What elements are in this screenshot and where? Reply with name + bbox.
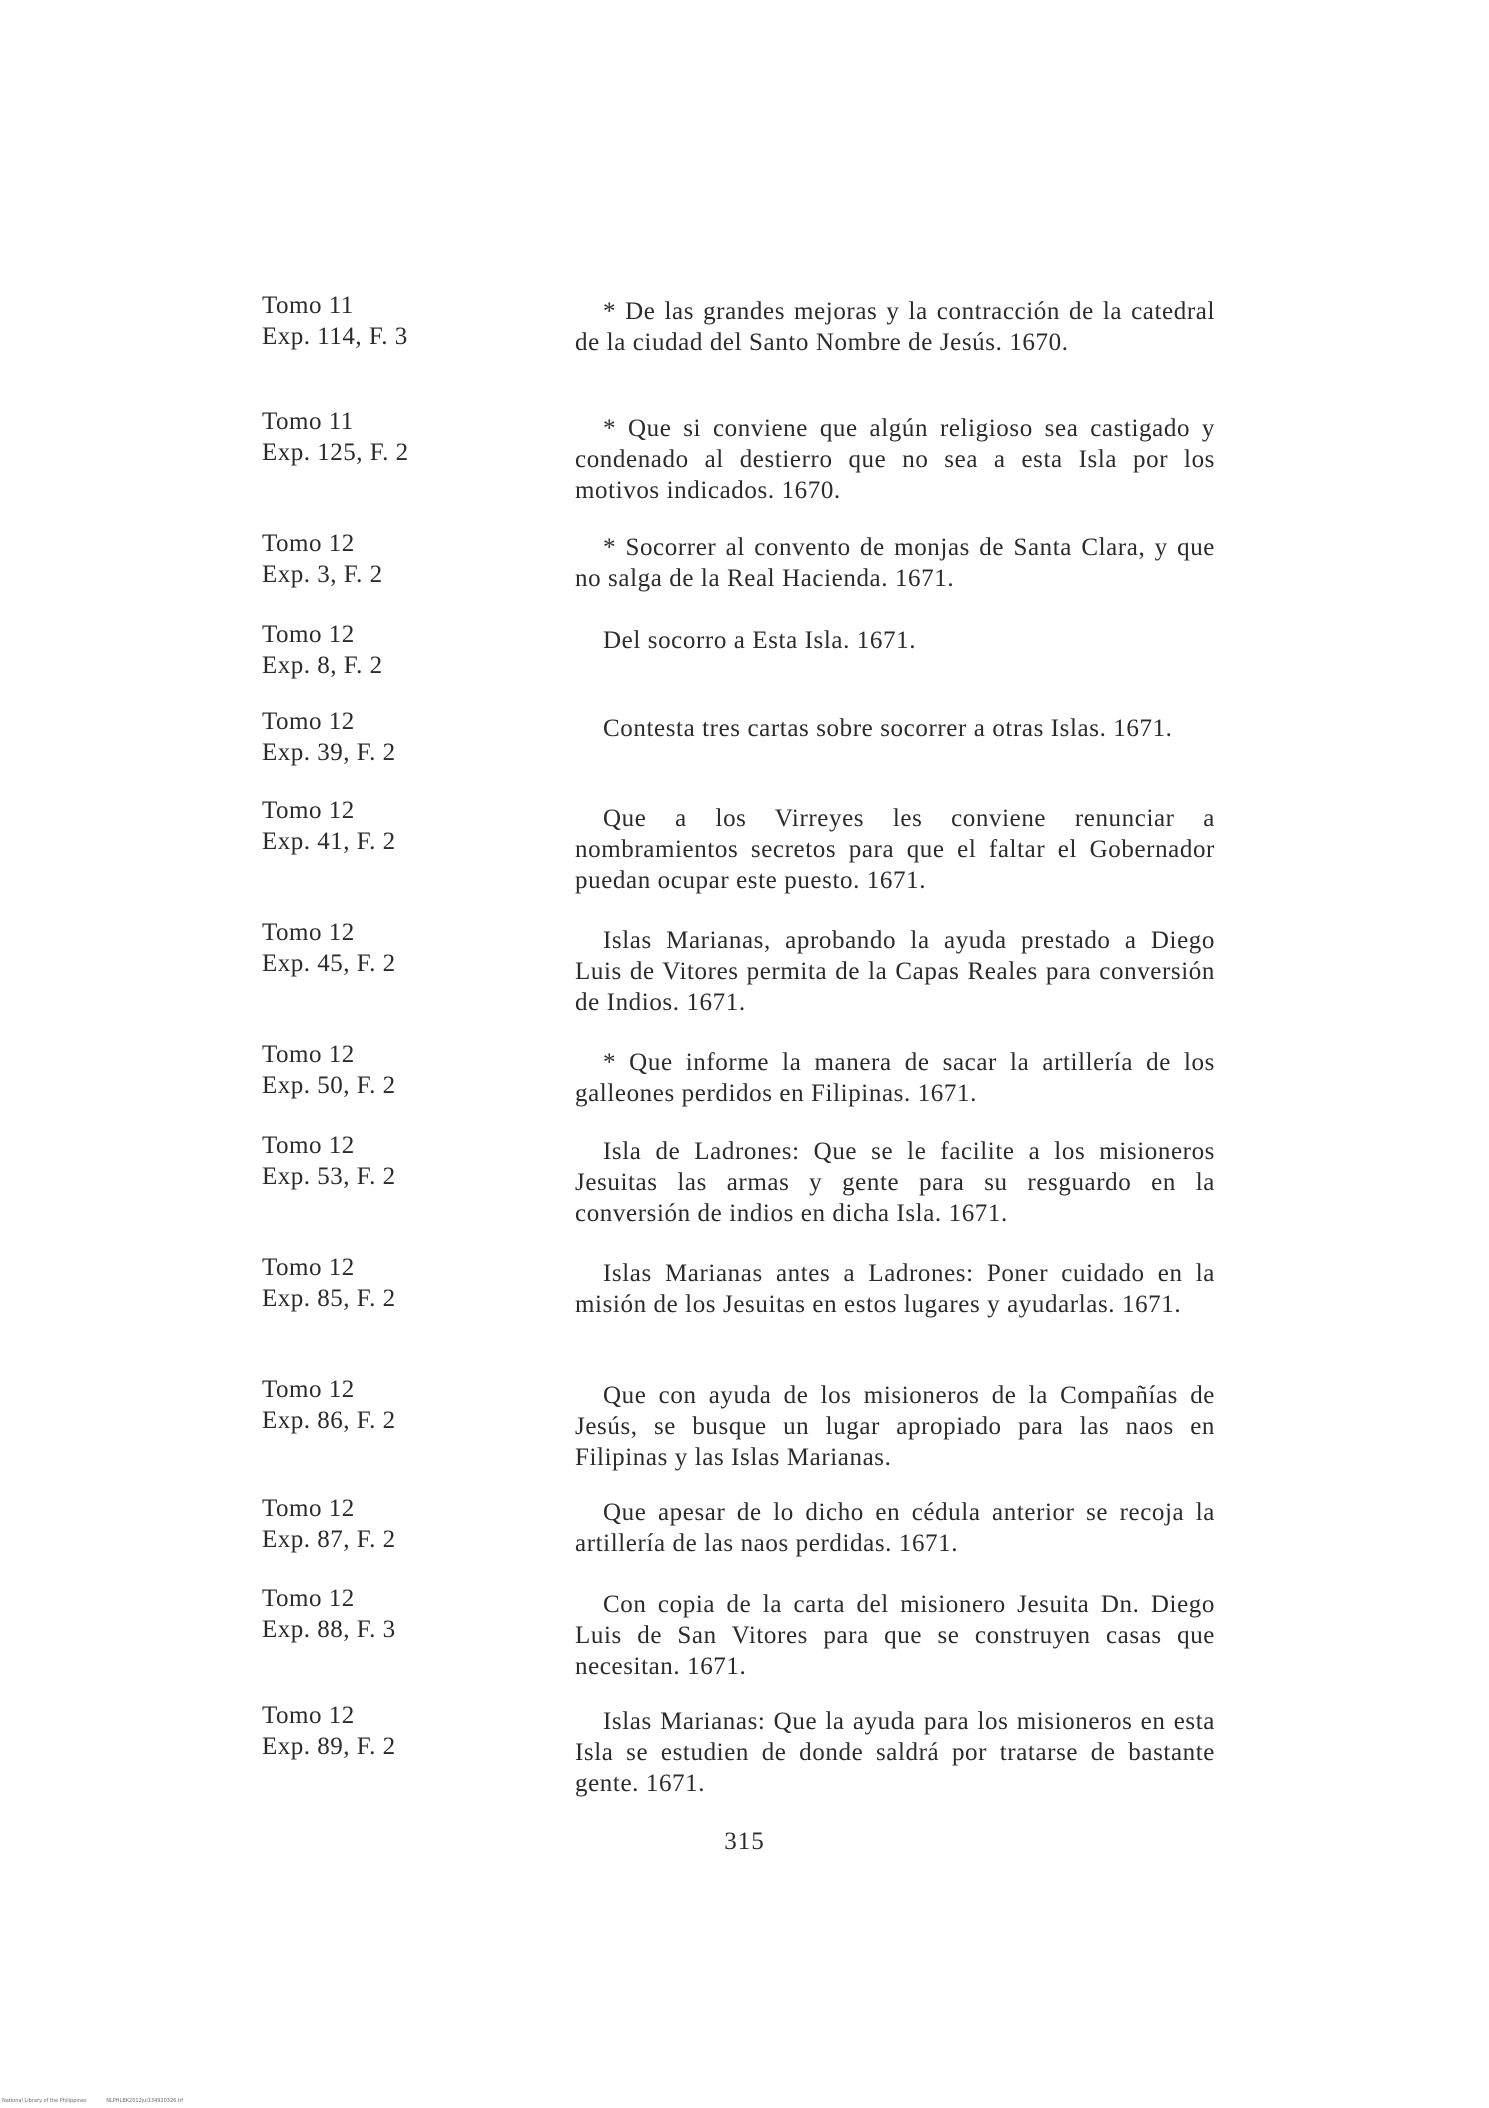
- entry-text: Isla de Ladrones: Que se le facilite a los misioneros Jesuitas las armas y gente para su resguardo en la conversión de indios en dicha Isla. 1671.: [575, 1138, 1215, 1227]
- tomo-label: Tomo 12: [262, 1585, 355, 1612]
- exp-label: Exp. 41, F. 2: [262, 828, 396, 855]
- entry-reference: [262, 406, 512, 468]
- exp-label: Exp. 87, F. 2: [262, 1526, 396, 1553]
- exp-label: Exp. 53, F. 2: [262, 1163, 396, 1190]
- entry-description: [575, 1047, 1215, 1109]
- tomo-label: Tomo 12: [262, 1254, 355, 1281]
- entry-text: * Que si conviene que algún religioso sea castigado y condenado al destierro que no sea a esta Isla por los motivos indicados. 1670.: [575, 415, 1215, 504]
- entry-reference: [262, 1130, 512, 1192]
- entry-description: [575, 1258, 1215, 1320]
- entry-reference: [262, 290, 512, 352]
- entry-reference: [262, 1252, 512, 1314]
- tomo-label: Tomo 11: [262, 292, 354, 319]
- entry-description: [575, 803, 1215, 896]
- entry-description: [575, 1706, 1215, 1799]
- exp-label: Exp. 125, F. 2: [262, 439, 409, 466]
- entry-text: Que con ayuda de los misioneros de la Compañías de Jesús, se busque un lugar apropiado para las naos en Filipinas y las Islas Marianas.: [575, 1382, 1215, 1471]
- entry-description: [575, 1497, 1215, 1559]
- tomo-label: Tomo 12: [262, 797, 355, 824]
- exp-label: Exp. 114, F. 3: [262, 323, 408, 350]
- entry-text: Islas Marianas, aprobando la ayuda prestado a Diego Luis de Vitores permita de la Capas Reales para conversión de Indios. 1671.: [575, 927, 1215, 1016]
- exp-label: Exp. 45, F. 2: [262, 950, 396, 977]
- tomo-label: Tomo 12: [262, 1041, 355, 1068]
- entry-description: [575, 625, 1215, 656]
- entry-description: [575, 296, 1215, 358]
- exp-label: Exp. 88, F. 3: [262, 1616, 396, 1643]
- tomo-label: Tomo 12: [262, 919, 355, 946]
- exp-label: Exp. 86, F. 2: [262, 1407, 396, 1434]
- entry-reference: [262, 1493, 512, 1555]
- entry-reference: [262, 1583, 512, 1645]
- entry-text: * Que informe la manera de sacar la artillería de los galleones perdidos en Filipinas. 1671.: [575, 1049, 1215, 1107]
- entry-reference: [262, 706, 512, 768]
- tomo-label: Tomo 12: [262, 530, 355, 557]
- footer-file: NLPHLBK2012jul134920326.tif: [106, 2098, 184, 2104]
- exp-label: Exp. 3, F. 2: [262, 561, 383, 588]
- tomo-label: Tomo 12: [262, 708, 355, 735]
- entry-text: Contesta tres cartas sobre socorrer a otras Islas. 1671.: [603, 715, 1173, 742]
- tomo-label: Tomo 12: [262, 1376, 355, 1403]
- exp-label: Exp. 39, F. 2: [262, 739, 396, 766]
- page-number: 315: [724, 1828, 765, 1855]
- entry-reference: [262, 917, 512, 979]
- entry-reference: [262, 1700, 512, 1762]
- entry-text: Con copia de la carta del misionero Jesuita Dn. Diego Luis de San Vitores para que se construyen casas que necesitan. 1671.: [575, 1591, 1215, 1680]
- entry-reference: [262, 619, 512, 681]
- entry-text: Islas Marianas antes a Ladrones: Poner cuidado en la misión de los Jesuitas en estos lugares y ayudarlas. 1671.: [575, 1260, 1215, 1318]
- entry-reference: [262, 795, 512, 857]
- entry-text: Que a los Virreyes les conviene renunciar a nombramientos secretos para que el faltar el Gobernador puedan ocupar este puesto. 1671.: [575, 805, 1215, 894]
- exp-label: Exp. 8, F. 2: [262, 652, 383, 679]
- tomo-label: Tomo 11: [262, 408, 354, 435]
- entry-text: * Socorrer al convento de monjas de Santa Clara, y que no salga de la Real Hacienda. 1671.: [575, 534, 1215, 592]
- tomo-label: Tomo 12: [262, 1495, 355, 1522]
- entry-text: Del socorro a Esta Isla. 1671.: [603, 627, 917, 654]
- entry-description: [575, 925, 1215, 1018]
- exp-label: Exp. 89, F. 2: [262, 1733, 396, 1760]
- entry-description: [575, 713, 1215, 744]
- entry-description: [575, 1380, 1215, 1473]
- exp-label: Exp. 50, F. 2: [262, 1072, 396, 1099]
- entry-text: Que apesar de lo dicho en cédula anterior se recoja la artillería de las naos perdidas. 1671.: [575, 1499, 1215, 1557]
- tomo-label: Tomo 12: [262, 1132, 355, 1159]
- entry-description: [575, 413, 1215, 506]
- footer-library: National Library of the Philippines: [2, 2098, 87, 2104]
- entry-description: [575, 1589, 1215, 1682]
- exp-label: Exp. 85, F. 2: [262, 1285, 396, 1312]
- tomo-label: Tomo 12: [262, 1702, 355, 1729]
- entry-text: Islas Marianas: Que la ayuda para los misioneros en esta Isla se estudien de donde saldrá por tratarse de bastante gente. 1671.: [575, 1708, 1215, 1797]
- entry-description: [575, 1136, 1215, 1229]
- entry-reference: [262, 1039, 512, 1101]
- tomo-label: Tomo 12: [262, 621, 355, 648]
- entry-reference: [262, 1374, 512, 1436]
- entry-text: * De las grandes mejoras y la contracción de la catedral de la ciudad del Santo Nombre de Jesús. 1670.: [575, 298, 1215, 356]
- entry-description: [575, 532, 1215, 594]
- scan-footer: [2, 2098, 183, 2104]
- entry-reference: [262, 528, 512, 590]
